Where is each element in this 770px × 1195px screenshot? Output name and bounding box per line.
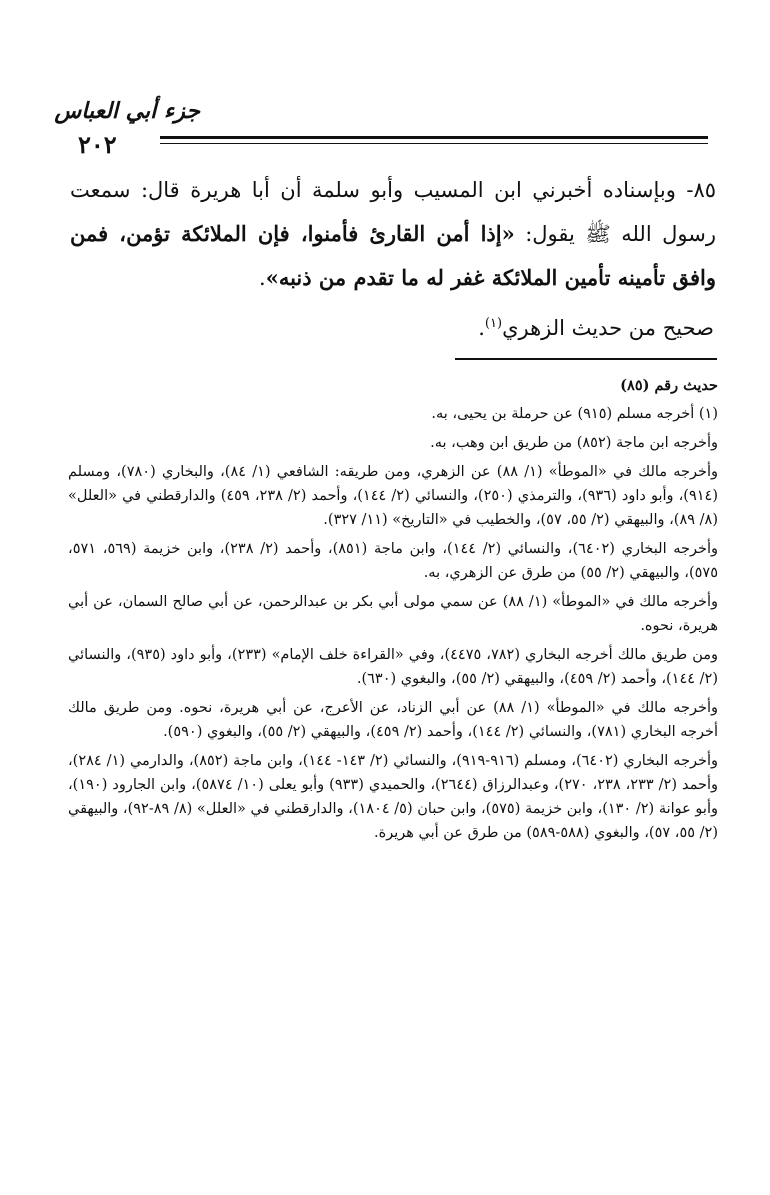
footnotes-heading: حديث رقم (٨٥): [620, 377, 718, 394]
footnote-paragraph: (١) أخرجه مسلم (٩١٥) عن حرملة بن يحيى، به.: [431, 406, 718, 422]
running-head-title: جزء أبي العباس: [54, 98, 200, 124]
footnotes-section: [68, 374, 718, 850]
hadith-intro: ٨٥- وبإسناده أخبرني ابن المسيب وأبو سلمة أن أبا هريرة قال: سمعت رسول الله ﷺ يقول:: [70, 178, 716, 246]
header-rule-thin: [160, 143, 708, 144]
page-number: ٢٠٢: [78, 130, 117, 159]
hadith-grade-end: .: [478, 316, 485, 340]
footnote-marker[interactable]: (١): [484, 316, 503, 331]
hadith-grade: [70, 306, 716, 350]
hadith-block: [70, 168, 716, 350]
footnote-paragraph: وأخرجه مالك في «الموطأ» (١/ ٨٨) عن أبي الزناد، عن الأعرج، عن أبي هريرة، نحوه. ومن طريق مالك أخرجه البخاري (٧٨١)، والنسائي (٢/ ١٤٤)، وأحمد (٢/ ٤٥٩)، والبيهقي (٢/ ٥٥)، والبغوي (٥٩٠).: [68, 700, 719, 740]
footnote-separator: [455, 358, 717, 360]
footnote-paragraph: وأخرجه ابن ماجة (٨٥٢) من طريق ابن وهب، به.: [430, 435, 718, 451]
footnote-paragraph: وأخرجه البخاري (٦٤٠٢)، والنسائي (٢/ ١٤٤)، وابن ماجة (٨٥١)، وأحمد (٢/ ٢٣٨)، وابن خزيمة (٥٦٩، ٥٧١، ٥٧٥)، والبيهقي (٢/ ٥٥) من طرق عن الزهري، به.: [68, 541, 719, 581]
hadith-text: «إذا أمن القارئ فأمنوا، فإن الملائكة تؤمن، فمن وافق تأمينه تأمين الملائكة غفر له ما تقدم من ذنبه»: [70, 221, 716, 290]
hadith-end-dot: .: [259, 266, 266, 290]
header-rule-thick: [160, 136, 708, 139]
footnote-paragraph: وأخرجه مالك في «الموطأ» (١/ ٨٨) عن الزهري، ومن طريقه: الشافعي (١/ ٨٤)، والبخاري (٧٨٠)، ومسلم (٩١٤)، وأبو داود (٩٣٦)، والترمذي (٢٥٠)، والنسائي (٢/ ١٤٤)، وأحمد (٢/ ٢٣٨، ٤٥٩) والدارقطني في «العلل» (٨/ ٨٩)، والبيهقي (٢/ ٥٥، ٥٧)، والخطيب في «التاريخ» (١١/ ٣٢٧).: [68, 464, 718, 528]
footnote-paragraph: وأخرجه البخاري (٦٤٠٢)، ومسلم (٩١٦-٩١٩)، والنسائي (٢/ ١٤٣- ١٤٤)، وابن ماجة (٨٥٢)، والدارمي (١/ ٢٨٤)، وأحمد (٢/ ٢٣٣، ٢٣٨، ٢٧٠)، وعبدالرزاق (٢٦٤٤)، والحميدي (٩٣٣) وأبو يعلى (١٠/ ٥٨٧٤)، وابن الجارود (١٩٠)، وأبو عوانة (٢/ ١٣٠)، وابن خزيمة (٥٧٥)، وابن حبان (٥/ ١٨٠٤)، والدارقطني في «العلل» (٨/ ٨٩-٩٢)، والبيهقي (٢/ ٥٥، ٥٧)، والبغوي (٥٨٨-٥٨٩) من طرق عن أبي هريرة.: [68, 753, 719, 841]
footnote-paragraph: وأخرجه مالك في «الموطأ» (١/ ٨٨) عن سمي مولى أبي بكر بن عبدالرحمن، عن أبي صالح السمان، عن أبي هريرة، نحوه.: [68, 594, 719, 634]
hadith-grade-text: صحيح من حديث الزهري: [502, 316, 714, 340]
footnote-paragraph: ومن طريق مالك أخرجه البخاري (٧٨٢، ٤٤٧٥)، وفي «القراءة خلف الإمام» (٢٣٣)، وأبو داود (٩٣٥)، والنسائي (٢/ ١٤٤)، وأحمد (٢/ ٤٥٩)، والبيهقي (٢/ ٥٥)، والبغوي (٦٣٠).: [68, 647, 719, 687]
